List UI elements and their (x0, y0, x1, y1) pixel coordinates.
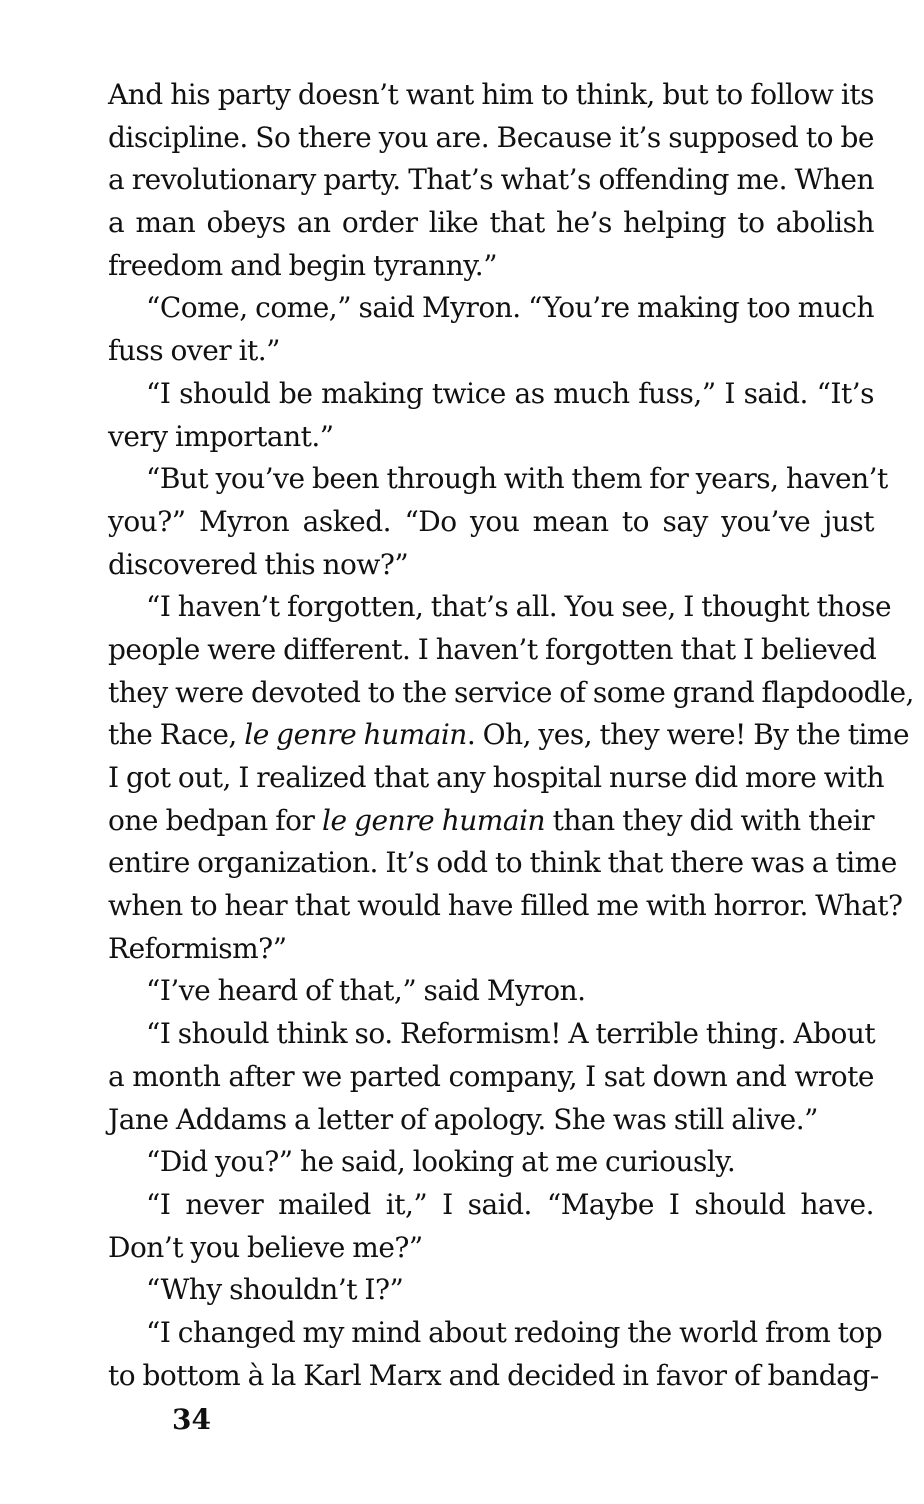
page-number: 34 (172, 1403, 211, 1436)
text-line: people were different. I haven’t forgotten that I believed (108, 632, 877, 666)
text-line: entire organization. It’s odd to think that there was a time (108, 846, 897, 880)
text-line: “I never mailed it,” I said. “Maybe I should have. (146, 1187, 874, 1221)
text-line: when to hear that would have filled me with horror. What? (108, 889, 903, 923)
text-line: the Race, le genre humain. Oh, yes, they were! By the time (108, 718, 910, 752)
text-line: “But you’ve been through with them for years, haven’t (146, 462, 888, 496)
text-line: you?” Myron asked. “Do you mean to say you’ve just (108, 504, 874, 538)
text-line: “Did you?” he said, looking at me curiously. (146, 1145, 736, 1179)
text-line: freedom and begin tyranny.” (108, 248, 498, 282)
text-line: a month after we parted company, I sat down and wrote (108, 1059, 874, 1093)
text-line: “I should be making twice as much fuss,” I said. “It’s (146, 376, 874, 410)
text-line: Don’t you believe me?” (108, 1230, 423, 1264)
italic-phrase: le genre humain (321, 803, 546, 837)
text-line: I got out, I realized that any hospital nurse did more with (108, 761, 884, 794)
text-line: And his party doesn’t want him to think, but to follow its (108, 78, 874, 111)
text-line: discovered this now?” (108, 547, 409, 581)
text-line: Jane Addams a letter of apology. She was still alive.” (108, 1102, 818, 1136)
text-line: “I should think so. Reformism! A terrible thing. About (146, 1017, 876, 1051)
text-line: “I’ve heard of that,” said Myron. (146, 974, 586, 1008)
text-line: “I haven’t forgotten, that’s all. You see, I thought those (146, 590, 892, 624)
body-text (108, 74, 914, 1397)
text-line: one bedpan for le genre humain than they did with their (108, 803, 874, 837)
text-line: a revolutionary party. That’s what’s offending me. When (108, 163, 874, 197)
text-line: discipline. So there you are. Because it’s supposed to be (108, 120, 874, 154)
text-line: fuss over it.” (108, 334, 280, 368)
text-line: to bottom à la Karl Marx and decided in favor of bandag- (108, 1358, 879, 1392)
text-line: very important.” (108, 419, 334, 453)
text-line: Reformism?” (108, 931, 287, 965)
text-line: they were devoted to the service of some grand flapdoodle, (108, 675, 914, 709)
text-line: a man obeys an order like that he’s helping to abolish (108, 206, 874, 240)
italic-phrase: le genre humain (244, 718, 467, 752)
text-line: “Why shouldn’t I?” (146, 1273, 404, 1307)
text-line: “Come, come,” said Myron. “You’re making too much (146, 291, 874, 325)
text-line: “I changed my mind about redoing the world from top (146, 1315, 883, 1349)
